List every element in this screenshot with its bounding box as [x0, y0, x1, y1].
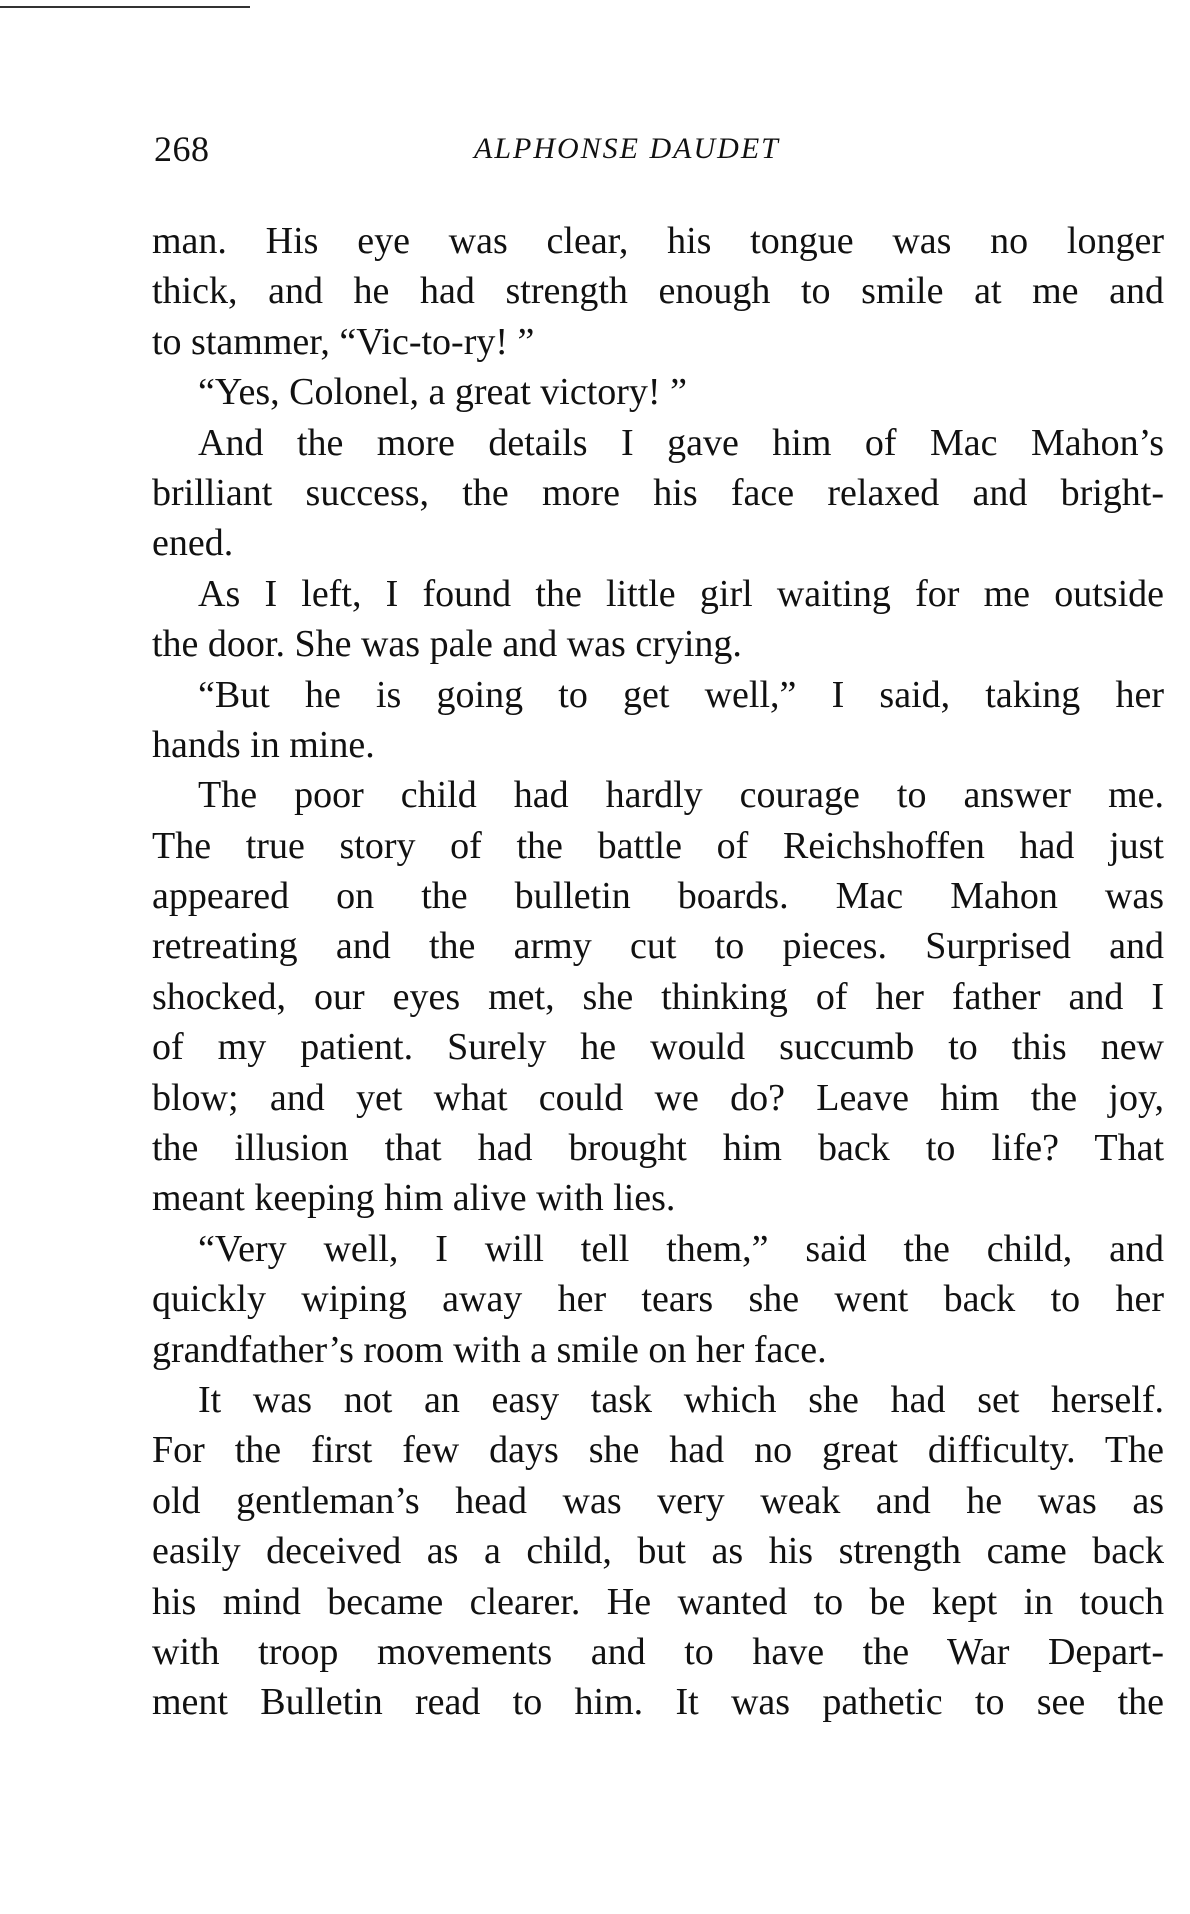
text-line: brilliant success, the more his face relaxed and bright- — [152, 471, 1164, 514]
running-title: ALPHONSE DAUDET — [474, 132, 780, 165]
text-line: man. His eye was clear, his tongue was no longer — [152, 220, 1164, 262]
running-head — [154, 128, 1190, 178]
text-line: It was not an easy task which she had set herself. — [198, 1378, 1164, 1421]
text-line: appeared on the bulletin boards. Mac Mahon was — [152, 875, 1164, 918]
text-line: “Yes, Colonel, a great victory! ” — [198, 371, 687, 414]
body-text — [152, 216, 1164, 1728]
text-line: with troop movements and to have the War Depart- — [152, 1630, 1164, 1673]
top-edge-rule — [0, 6, 250, 8]
text-line: meant keeping him alive with lies. — [152, 1177, 676, 1220]
text-line: hands in mine. — [152, 723, 375, 766]
text-line: of my patient. Surely he would succumb to this new — [152, 1026, 1164, 1069]
text-line: the door. She was pale and was crying. — [152, 623, 742, 666]
text-line: thick, and he had strength enough to smile at me and — [152, 270, 1164, 313]
text-line: The poor child had hardly courage to answer me. — [198, 774, 1164, 817]
text-line: blow; and yet what could we do? Leave him the joy, — [152, 1076, 1164, 1119]
text-line: And the more details I gave him of Mac Mahon’s — [198, 421, 1164, 464]
text-line: ened. — [152, 522, 234, 565]
text-line: quickly wiping away her tears she went back to her — [152, 1278, 1164, 1321]
text-line: his mind became clearer. He wanted to be kept in touch — [152, 1580, 1164, 1623]
text-line: The true story of the battle of Reichshoffen had just — [152, 824, 1164, 867]
text-line: old gentleman’s head was very weak and he was as — [152, 1479, 1164, 1522]
text-line: As I left, I found the little girl waiting for me outside — [198, 572, 1164, 615]
text-line: ment Bulletin read to him. It was pathetic to see the — [152, 1681, 1164, 1724]
text-line: For the first few days she had no great difficulty. The — [152, 1429, 1164, 1472]
text-line: “But he is going to get well,” I said, taking her — [198, 673, 1164, 716]
text-line: easily deceived as a child, but as his strength came back — [152, 1530, 1164, 1573]
page-number: 268 — [154, 129, 210, 169]
text-line: shocked, our eyes met, she thinking of her father and I — [152, 975, 1164, 1018]
text-line: “Very well, I will tell them,” said the child, and — [198, 1227, 1164, 1270]
text-line: the illusion that had brought him back to life? That — [152, 1127, 1164, 1170]
text-line: retreating and the army cut to pieces. Surprised and — [152, 925, 1164, 968]
text-line: grandfather’s room with a smile on her face. — [152, 1328, 827, 1371]
text-line: to stammer, “Vic-to-ry! ” — [152, 320, 535, 363]
